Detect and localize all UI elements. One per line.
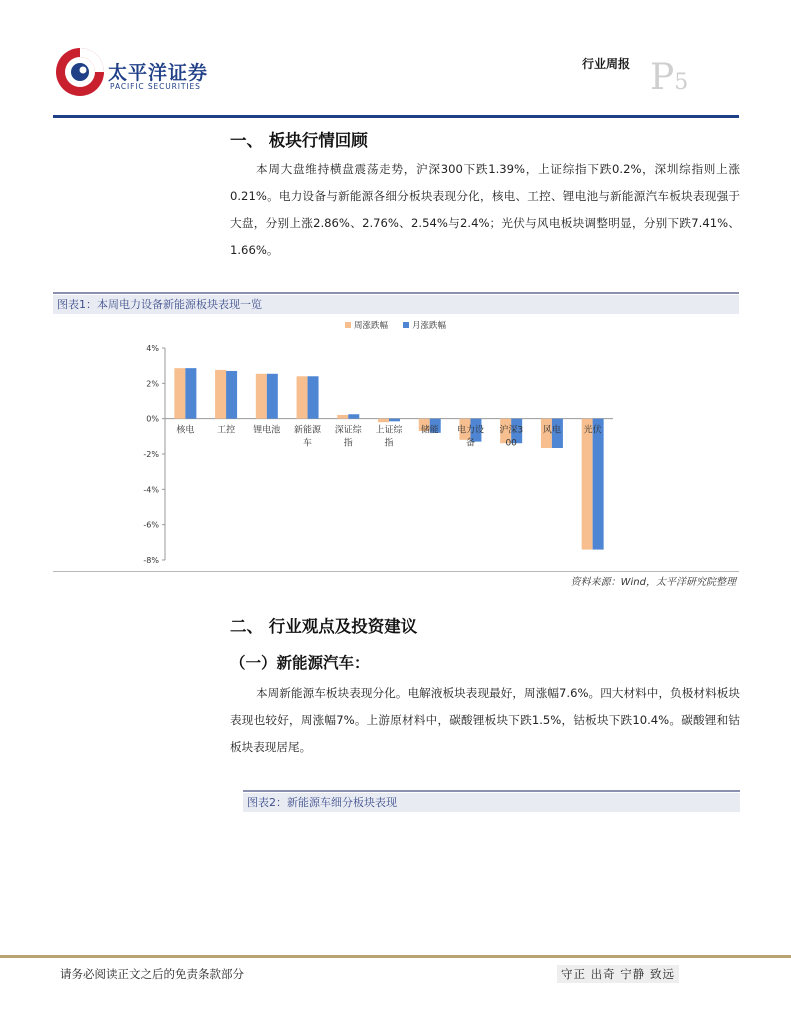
bar-monthly [267, 374, 278, 419]
bar-monthly [389, 419, 400, 422]
x-category-label: 风电 [542, 425, 561, 436]
x-category-label: 储能 [420, 425, 439, 436]
x-category-label: 车 [303, 438, 313, 449]
x-category-label: 光伏 [583, 425, 602, 436]
report-type-label: 行业周报 [582, 57, 631, 71]
company-motto: 守正 出奇 宁静 致远 [557, 965, 679, 983]
y-tick-label: -2% [143, 450, 159, 459]
section-2-paragraph: 本周新能源车板块表现分化。电解液板块表现最好，周涨幅7.6%。四大材料中，负极材料板块表现也较好，周涨幅7%。上游原材料中，碳酸锂板块下跌1.5%，钴板块下跌10.4%。碳酸锂和钴板块表现居尾。 [230, 686, 740, 754]
bar-weekly [174, 368, 185, 419]
x-category-label: 深证综 [334, 425, 362, 436]
page-digit: 5 [674, 70, 689, 95]
figure-1-source-note: 资料来源：Wind，太平洋研究院整理 [570, 577, 736, 588]
section-1-paragraph: 本周大盘维持横盘震荡走势，沪深300下跌1.39%，上证综指下跌0.2%，深圳综指则上涨0.21%。电力设备与新能源各细分板块表现分化，核电、工控、锂电池与新能源汽车板块表现强于大盘，分别上涨2.86%、2.76%、2.54%与2.4%；光伏与风电板块调整明显，分别下跌7.41%、1.66%。 [230, 162, 740, 257]
bar-monthly [348, 414, 359, 418]
bar-weekly [378, 419, 389, 423]
figure-1-top-rule [53, 292, 739, 294]
bar-monthly [226, 371, 237, 419]
x-category-label: 指 [384, 438, 394, 449]
bar-monthly [593, 419, 604, 550]
y-tick-label: -4% [143, 485, 159, 495]
x-category-label: 新能源 [294, 425, 322, 436]
legend-label: 月涨跌幅 [412, 321, 447, 331]
x-category-label: 上证综 [375, 425, 403, 436]
y-tick-label: 2% [146, 379, 159, 389]
y-tick-label: 4% [146, 344, 159, 353]
bar-weekly [215, 370, 226, 419]
sector-performance-bar-chart [53, 314, 739, 572]
y-tick-label: -6% [143, 520, 159, 530]
y-tick-label: 0% [146, 414, 159, 424]
bar-weekly [582, 419, 593, 550]
figure-1-caption: 图表1：本周电力设备新能源板块表现一览 [53, 295, 739, 314]
x-category-label: 00 [505, 438, 517, 449]
x-category-label: 核电 [176, 425, 195, 436]
bar-weekly [256, 374, 267, 419]
x-category-label: 备 [465, 438, 475, 449]
page-number [650, 57, 689, 98]
x-category-label: 工控 [217, 425, 236, 436]
x-category-label: 锂电池 [253, 425, 281, 436]
footer-divider [0, 955, 791, 958]
bar-weekly [297, 376, 308, 418]
figure-2-caption: 图表2：新能源车细分板块表现 [243, 793, 740, 812]
legend-swatch [345, 322, 351, 328]
bar-monthly [308, 376, 319, 418]
figure-2-top-rule [243, 790, 740, 792]
subsection-ev-title: （一）新能源汽车： [230, 654, 370, 672]
section-1-title: 一、 板块行情回顾 [230, 131, 368, 150]
header-divider [53, 115, 739, 118]
logo-company-name-en: PACIFIC SECURITIES [110, 82, 201, 91]
y-tick-label: -8% [143, 556, 159, 565]
pacific-securities-logo-icon [54, 46, 106, 98]
x-category-label: 沪深3 [499, 425, 524, 436]
section-2-title: 二、 行业观点及投资建议 [230, 617, 418, 636]
x-category-label: 指 [343, 438, 353, 449]
x-category-label: 电力设 [456, 425, 484, 436]
page-letter: P [650, 57, 675, 98]
disclaimer-note: 请务必阅读正文之后的免责条款部分 [60, 967, 244, 981]
figure-1-bottom-rule [53, 571, 739, 572]
bar-weekly [337, 415, 348, 419]
legend-label: 周涨跌幅 [354, 321, 389, 331]
bar-monthly [185, 368, 196, 419]
logo-company-name: 太平洋证券 [108, 62, 209, 84]
legend-swatch [403, 322, 409, 328]
